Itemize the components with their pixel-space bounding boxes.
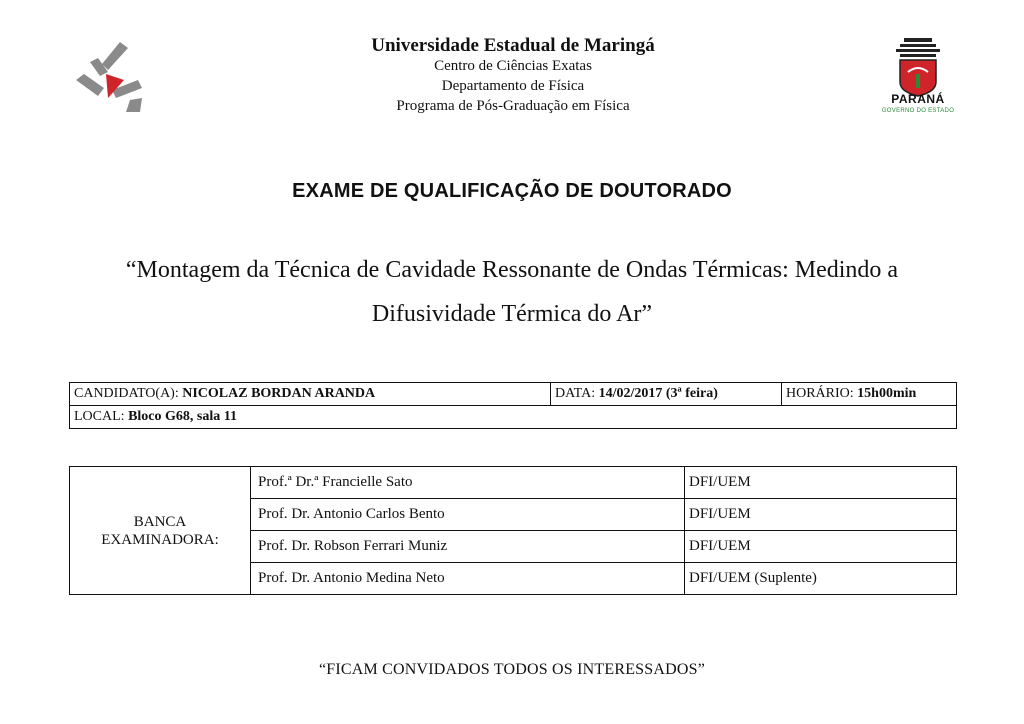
date-value: 14/02/2017 (3ª feira) (598, 386, 718, 401)
committee-label (70, 467, 251, 595)
member-name: Prof. Dr. Antonio Medina Neto (251, 563, 685, 595)
member-name: Prof.ª Dr.ª Francielle Sato (251, 467, 685, 499)
invitation-footer: “FICAM CONVIDADOS TODOS OS INTERESSADOS” (318, 661, 706, 678)
institution-header (280, 36, 746, 116)
committee-label-line2: EXAMINADORA: (101, 531, 219, 548)
time-value: 15h00min (857, 386, 917, 401)
parana-subtitle: GOVERNO DO ESTADO (881, 108, 955, 114)
member-name: Prof. Dr. Robson Ferrari Muniz (251, 531, 685, 563)
table-row (70, 383, 957, 406)
time-cell (782, 383, 957, 406)
program-name: Programa de Pós-Graduação em Física (396, 98, 630, 114)
candidate-label: CANDIDATO(A): (74, 386, 183, 401)
parana-wordmark: PARANÁ (891, 92, 945, 106)
uem-logo-icon (72, 40, 144, 114)
department-name: Departamento de Física (441, 78, 585, 94)
member-affiliation: DFI/UEM (Suplente) (685, 563, 957, 595)
table-row (70, 406, 957, 429)
member-affiliation: DFI/UEM (685, 467, 957, 499)
table-row (70, 467, 957, 499)
center-name: Centro de Ciências Exatas (434, 58, 592, 74)
date-label: DATA: (555, 386, 599, 401)
member-name: Prof. Dr. Antonio Carlos Bento (251, 499, 685, 531)
thesis-title (60, 248, 964, 336)
location-value: Bloco G68, sala 11 (128, 409, 237, 424)
member-affiliation: DFI/UEM (685, 499, 957, 531)
candidate-cell (70, 383, 551, 406)
committee-label-line1: BANCA (133, 513, 187, 530)
thesis-title-line1: “Montagem da Técnica de Cavidade Ressonante de Ondas Térmicas: Medindo a (125, 257, 899, 283)
date-cell (551, 383, 782, 406)
candidate-name: NICOLAZ BORDAN ARANDA (182, 386, 376, 401)
location-cell (70, 406, 957, 429)
member-affiliation: DFI/UEM (685, 531, 957, 563)
thesis-title-line2: Difusividade Térmica do Ar” (371, 301, 653, 327)
university-name: Universidade Estadual de Maringá (371, 35, 655, 56)
exam-info-table (69, 382, 957, 429)
exam-title: EXAME DE QUALIFICAÇÃO DE DOUTORADO (292, 180, 732, 202)
location-label: LOCAL: (74, 409, 129, 424)
time-label: HORÁRIO: (786, 386, 858, 401)
committee-table (69, 466, 957, 595)
